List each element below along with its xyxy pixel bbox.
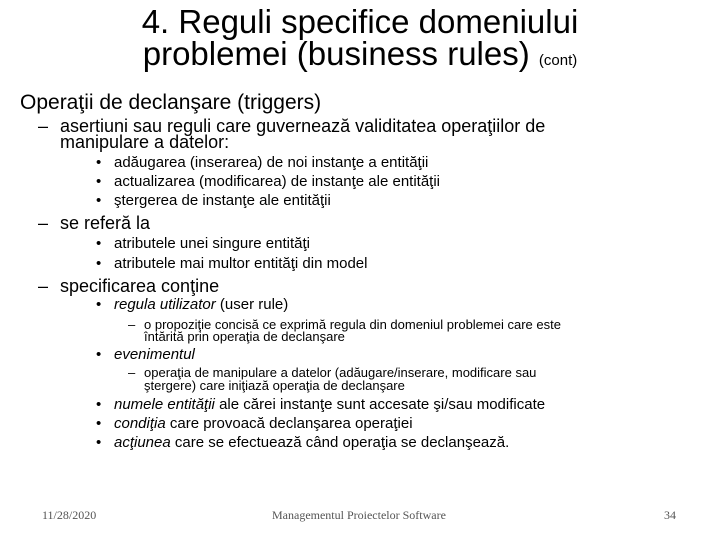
dash-item-2 <box>38 215 150 232</box>
bullet-item-6-italic: regula utilizator <box>114 296 216 313</box>
sub-item-2-text: operaţia de manipulare a datelor (adăugare/inserare, modificare sau <box>144 365 537 380</box>
dash-marker: – <box>38 116 49 136</box>
bullet-item-6-text: (user rule) <box>215 296 289 313</box>
footer-date: 11/28/2020 <box>42 508 97 522</box>
title-line-2-text: problemei (business rules) <box>142 35 530 72</box>
bullet-item-1 <box>96 155 428 171</box>
heading-triggers: Operaţii de declanşare (triggers) <box>20 91 322 114</box>
dash-item-3-text: specificarea conţine <box>60 276 220 296</box>
footer-title: Managementul Proiectelor Software <box>272 508 446 522</box>
bullet-item-10-italic: acţiunea <box>114 434 171 451</box>
bullet-item-9-italic: condiţia <box>114 415 166 432</box>
dash-marker: – <box>38 213 49 233</box>
bullet-item-8-text: ale cărei instanţe sunt accesate şi/sau modificate <box>214 396 546 413</box>
bullet-marker: • <box>96 192 102 209</box>
bullet-marker: • <box>96 396 102 413</box>
bullet-marker: • <box>96 296 102 313</box>
bullet-item-9 <box>96 416 413 432</box>
bullet-item-8 <box>96 397 545 413</box>
bullet-marker: • <box>96 415 102 432</box>
bullet-marker: • <box>96 346 102 363</box>
dash-item-1-continuation: manipulare a datelor: <box>60 132 230 152</box>
bullet-item-2-text: actualizarea (modificarea) de instanţe ale entităţii <box>114 173 441 190</box>
dash-item-1-text: asertiuni sau reguli care guvernează validitatea operaţiilor de <box>60 116 546 136</box>
bullet-marker: • <box>96 434 102 451</box>
dash-item-3 <box>38 278 219 295</box>
footer-page-number: 34 <box>664 508 676 522</box>
bullet-marker: • <box>96 154 102 171</box>
dash-marker: – <box>128 317 136 332</box>
bullet-marker: • <box>96 235 102 252</box>
bullet-item-1-text: adăugarea (inserarea) de noi instanţe a entităţii <box>114 154 429 171</box>
bullet-item-5-text: atributele mai multor entităţi din model <box>114 255 368 272</box>
bullet-item-10-text: care se efectuează când operaţia se declanşează. <box>170 434 510 451</box>
dash-item-2-text: se referă la <box>60 213 151 233</box>
bullet-item-2 <box>96 174 440 190</box>
sub-item-1-continuation: întărită prin operaţia de declanşare <box>144 329 345 344</box>
bullet-item-9-text: care provoacă declanşarea operaţiei <box>165 415 413 432</box>
bullet-marker: • <box>96 173 102 190</box>
bullet-item-8-italic: numele entităţii <box>114 396 215 413</box>
bullet-item-7 <box>96 347 195 363</box>
bullet-item-3-text: ştergerea de instanţe ale entităţii <box>114 192 331 209</box>
bullet-marker: • <box>96 255 102 272</box>
title-line-1: 4. Reguli specifice domeniului <box>141 3 579 40</box>
sub-item-2-continuation: ştergere) care iniţiază operaţia de declanşare <box>144 378 405 393</box>
bullet-item-4 <box>96 236 310 252</box>
dash-marker: – <box>38 276 49 296</box>
bullet-item-7-italic: evenimentul <box>114 346 195 363</box>
bullet-item-10 <box>96 435 509 451</box>
bullet-item-6 <box>96 297 288 313</box>
bullet-item-5 <box>96 256 367 272</box>
sub-item-1-text: o propoziţie concisă ce exprimă regula din domeniul problemei care este <box>144 317 561 332</box>
dash-marker: – <box>128 365 136 380</box>
bullet-item-4-text: atributele unei singure entităţi <box>114 235 310 252</box>
title-suffix: (cont) <box>538 52 578 69</box>
bullet-item-3 <box>96 193 331 209</box>
